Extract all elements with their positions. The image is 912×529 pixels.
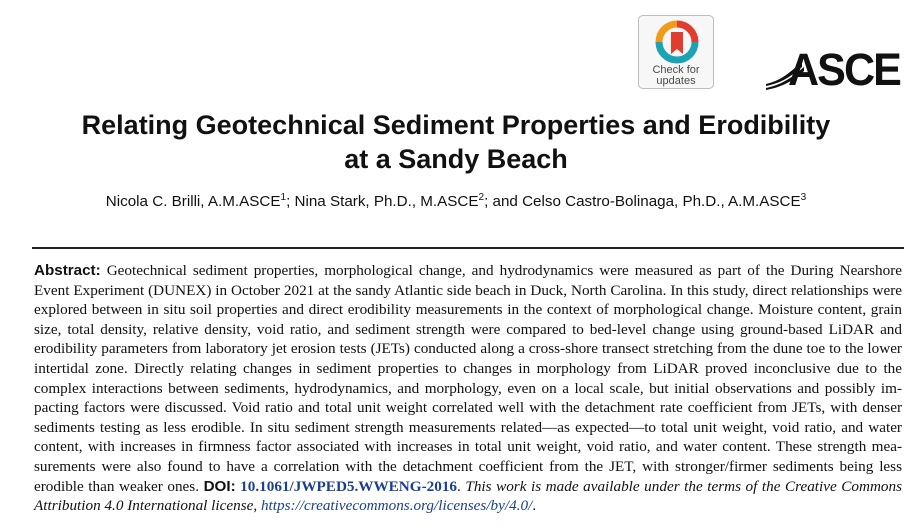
- author-name: Nina Stark, Ph.D., M.ASCE: [294, 193, 479, 210]
- author-name: Celso Castro-Bolinaga, Ph.D., A.M.ASCE: [522, 193, 801, 210]
- badge-label: [639, 65, 713, 87]
- badge-line-2: updates: [656, 75, 696, 87]
- asce-logo-text: ASCE: [788, 44, 901, 92]
- badge-line-1: Check for: [652, 64, 700, 76]
- author-affiliation: 1: [280, 192, 287, 203]
- section-divider: [32, 247, 904, 249]
- author-affiliation: 3: [800, 192, 807, 203]
- doi-link[interactable]: 10.1061/JWPED5.WWENG-2016: [240, 477, 458, 495]
- doi-label: DOI:: [203, 477, 236, 495]
- paper-title-line-2: at a Sandy Beach: [344, 144, 568, 174]
- abstract-end: .: [532, 497, 537, 515]
- crossmark-icon: [655, 20, 699, 64]
- abstract-label: Abstract:: [34, 262, 101, 279]
- author-separator: ; and: [484, 193, 523, 210]
- asce-logo: [764, 40, 902, 92]
- license-link[interactable]: https://creativecommons.org/licenses/by/4.0/: [260, 497, 533, 515]
- license-text: This work is made available under the terms of the Creative Commons Attribution 4.0 International license,: [34, 477, 903, 515]
- check-for-updates-badge[interactable]: [638, 15, 714, 89]
- doi-period: .: [457, 477, 461, 495]
- paper-title: [0, 108, 912, 176]
- abstract: [34, 261, 902, 516]
- author-affiliation: 2: [478, 192, 485, 203]
- author-list: [0, 193, 912, 210]
- paper-title-line-1: Relating Geotechnical Sediment Properties and Erodibility: [81, 110, 831, 140]
- abstract-text: Geotechnical sediment properties, morphological change, and hydrodynamics were measured as part of the During Nearshore Event Experiment (DUNEX) in October 2021 at the sandy Atlantic side beach in Duck, North Carolina. In this study, direct relationships were explored between in situ soil properties and direct erodibility measurements in the context of morphological change. Moisture content, grain size, total density, relative density, void ratio, and sediment strength were compared to bed-level change using ground-based LiDAR and erodibility parameters from laboratory jet erosion tests (JETs) conducted along a cross-shore transect stretching from the dune toe to the lower intertidal zone. Directly relating changes in sediment properties to changes in morphology from LiDAR proved inconclusive due to the complex interactions between sediments, hydrodynamics, and morphology, even on a local scale, but initial observations and possibly impacting factors were discussed. Void ratio and total unit weight correlated well with the detachment rate coefficient from JETs, with denser sediments testing as less erodible. In situ sediment strength measurements related—as expected—to total unit weight, void ratio, and water content, with increases in firmness factor associated with increases in total unit weight, void ratio, and water content. These strength measurements were also found to have a correlation with the detachment coefficient from the JET, with stronger/firmer sediments being less erodible than weaker ones.: [34, 262, 903, 495]
- author-separator: ;: [286, 193, 295, 210]
- author-name: Nicola C. Brilli, A.M.ASCE: [105, 193, 281, 210]
